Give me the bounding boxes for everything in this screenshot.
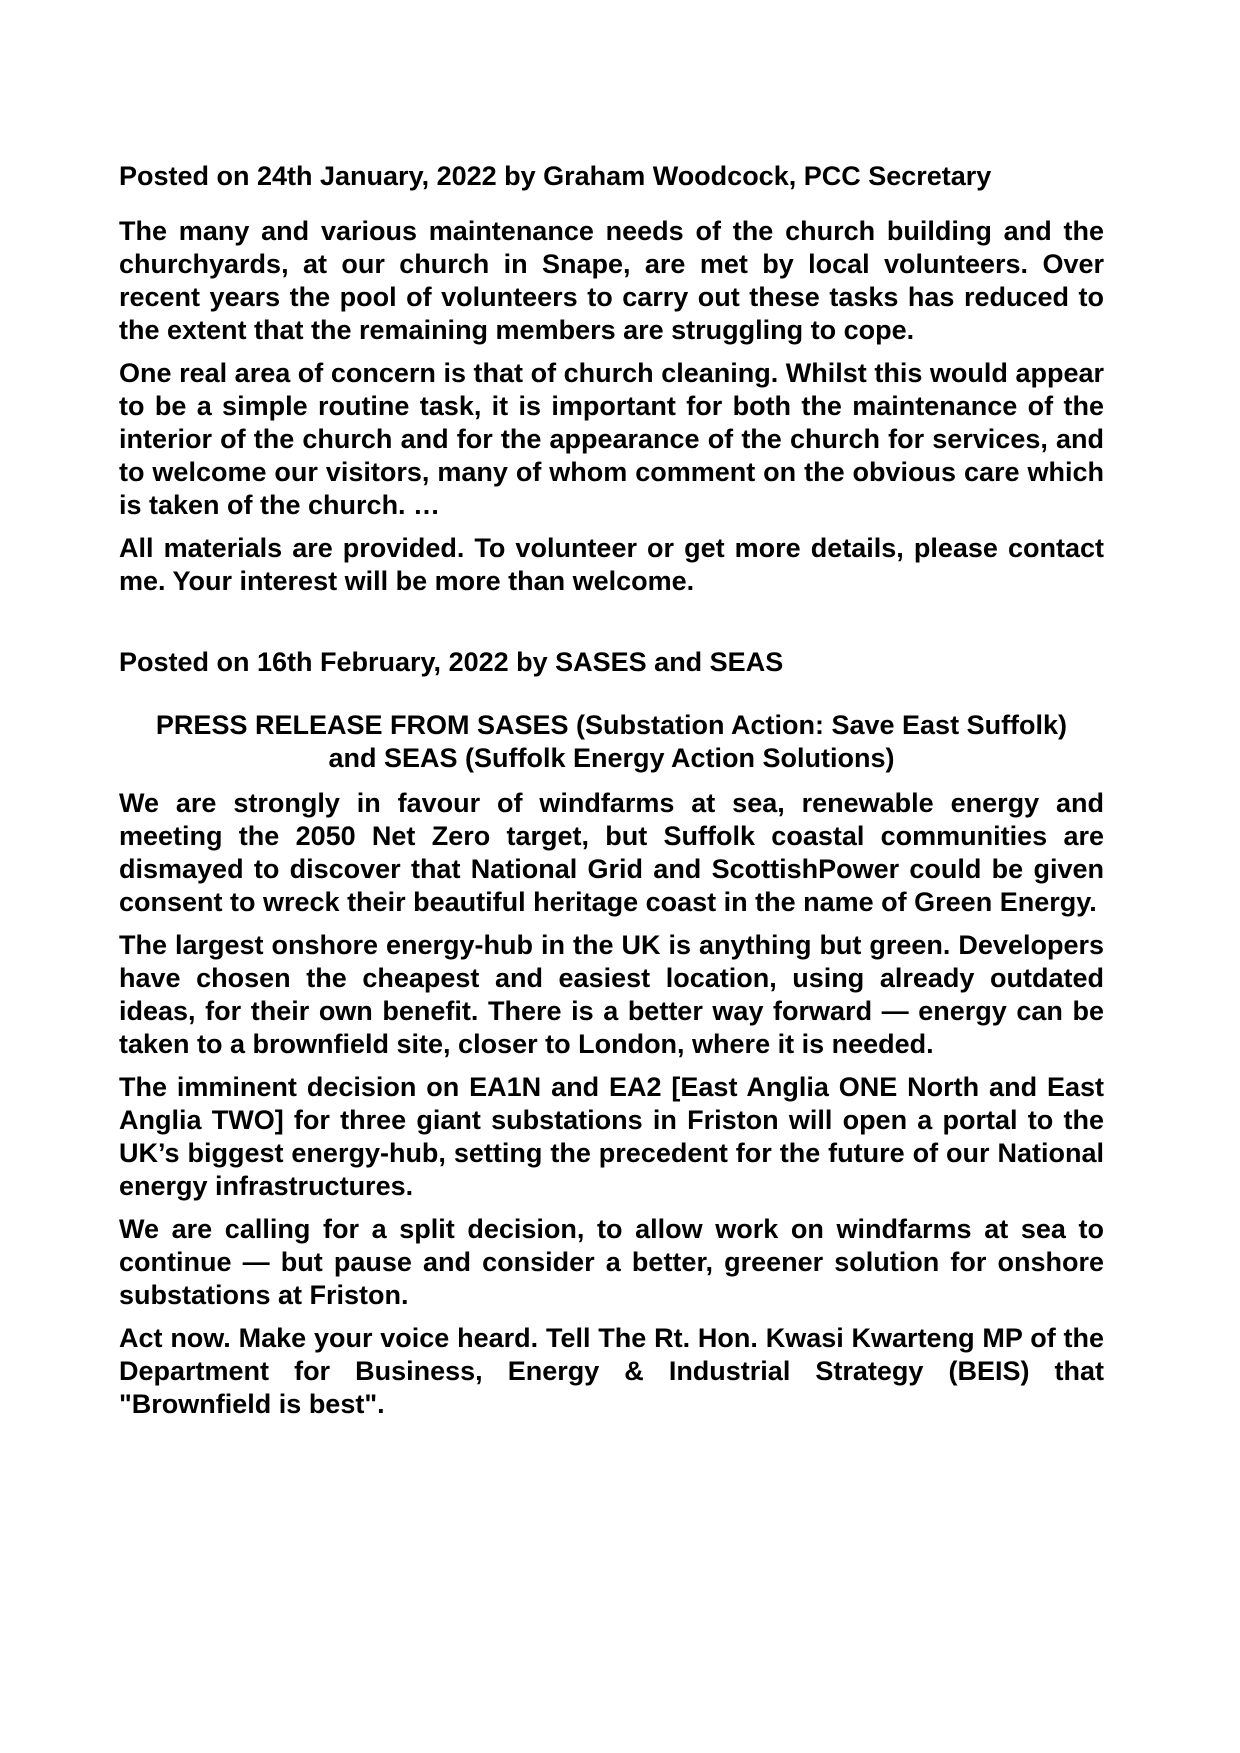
post-byline: Posted on 16th February, 2022 by SASES and SEAS (119, 647, 784, 677)
post-church-volunteers (119, 160, 1104, 598)
headline-line-1: PRESS RELEASE FROM SASES (Substation Action: Save East Suffolk) (155, 710, 1068, 740)
headline-line-2: and SEAS (Suffolk Energy Action Solutions) (328, 743, 895, 773)
section-spacer (119, 608, 1104, 646)
post-press-release (119, 646, 1104, 1421)
post-paragraph: The largest onshore energy-hub in the UK is anything but green. Developers have chosen the cheapest and easiest location, using already outdated ideas, for their own benefit. There is a better way forward — energy can be taken to a brownfield site, closer to London, where it is needed. (119, 930, 1104, 1059)
post-paragraph: The many and various maintenance needs of the church building and the churchyards, at our church in Snape, are met by local volunteers. Over recent years the pool of volunteers to carry out these tasks has reduced to the extent that the remaining members are struggling to cope. (119, 216, 1104, 345)
post-paragraph: One real area of concern is that of church cleaning. Whilst this would appear to be a simple routine task, it is important for both the maintenance of the interior of the church and for the appearance of the church for services, and to welcome our visitors, many of whom comment on the obvious care which is taken of the church. … (119, 358, 1104, 520)
post-paragraph: Act now. Make your voice heard. Tell The Rt. Hon. Kwasi Kwarteng MP of the Department for Business, Energy & Industrial Strategy (BEIS) that "Brownfield is best". (119, 1323, 1104, 1419)
post-paragraph: The imminent decision on EA1N and EA2 [East Anglia ONE North and East Anglia TWO] for three giant substations in Friston will open a portal to the UK’s biggest energy-hub, setting the precedent for the future of our National energy infrastructures. (119, 1072, 1104, 1201)
post-paragraph: We are calling for a split decision, to allow work on windfarms at sea to continue — but pause and consider a better, greener solution for onshore substations at Friston. (119, 1214, 1104, 1310)
post-paragraph: We are strongly in favour of windfarms at sea, renewable energy and meeting the 2050 Net Zero target, but Suffolk coastal communities are dismayed to discover that National Grid and ScottishPower could be given consent to wreck their beautiful heritage coast in the name of Green Energy. (119, 788, 1104, 917)
document-page (119, 160, 1104, 1431)
post-byline: Posted on 24th January, 2022 by Graham Woodcock, PCC Secretary (119, 161, 992, 191)
post-paragraph: All materials are provided. To volunteer or get more details, please contact me. Your interest will be more than welcome. (119, 533, 1104, 596)
press-release-headline (119, 709, 1104, 775)
